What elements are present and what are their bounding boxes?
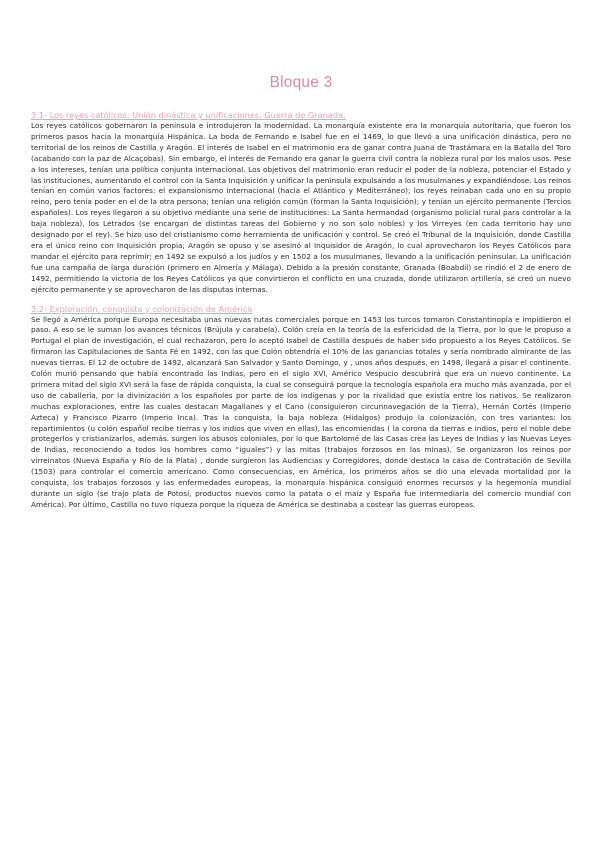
section-america <box>31 304 571 511</box>
section-body-3-2: Se llegó a América porque Europa necesitaba unas nuevas rutas comerciales porque en 1453 los turcos tomaron Constantinopla e impidieron el paso. A eso se le suman los avances técnicos (Brújula y carabela). Colón creía en la teoría de la esfericidad de la Tierra, por lo que le propuso a Portugal el plan de investigación, el cual rechazaron, pero lo aceptó Isabel de Castilla después de haber sido propuesto a los Reyes Católicos. Se firmaron las Capitulaciones de Santa Fé en 1492, con las que Colón obtendría el 10% de las ganancias totales y sería nombrado almirante de las nuevas tierras. El 12 de octubre de 1492, alcanzará San Salvador y Santo Domingo, y , unos años después, en 1498, llegará a pisar el continente. Colón murió pensando que había encontrado las Indias, pero en el siglo XVI, Américo Vespucio descubrirá que era un nuevo continente. La primera mitad del siglo XVI será la fase de rápida conquista, la cual se conseguirá porque la tecnología española era mucho más avanzada, por el uso de caballería, por la divinización a los españoles por parte de los indígenas y por la rivalidad que existía entre los nativos. Se realizaron muchas exploraciones, entre las cuales destacan Magallanes y el Cano (consiguieron circunnavegación de la Tierra), Hernán Cortés (Imperio Azteca) y Francisco Pizarro (Imperio Inca). Tras la conquista, la baja nobleza (Hidalgos) produjo la colonización, con tres variantes: los repartimientos (u colón español recibe tierras y los indios que viven en ellas), las encomiendas ( la corona da tierras e indios, pero el noble debe protegerlos y cristianizarlos, además. surgen los abusos coloniales, por lo que Bartolomé de las Casas crea las Leyes de Indias y las Nuevas Leyes de Indias, reconociendo a todos los hombres como “iguales”) y las mitas (trabajos forzosos en las minas). Se organizaron los reinos por virreinatos (Nueva España y Río de la Plata) , donde surgieron las Audiencias y Corregidores, donde destaca la casa de Contratación de Sevilla (1503) para controlar el comercio americano. Como consecuencias, en América, los primeros años se dio una elevada mortalidad por la conquista, los trabajos forzosos y las enfermedades europeas, la monarquía hispánica consiguió enormes recursos y la hegemonía mundial durante un siglo (se trajo plata de Potosí, productos nuevos como la patata o el maíz y España fue intermediaria del comercio mundial con América). Por último, Castilla no tuvo riqueza porque la riqueza de América se destinaba a costear las guerras europeas. <box>31 314 571 509</box>
section-heading-3-1: 3.1- Los reyes católicos: Unión dinástica y unificaciones. Guerra de Granada. <box>31 110 346 120</box>
page-title: Bloque 3 <box>269 74 333 91</box>
section-body-3-1: Los reyes católicos gobernaron la península e introdujeron la modernidad. La monarquía existente era la monarquía autoritaria, que fueron los primeros pasos hacia la monarquía Hispánica. La boda de Fernando e Isabel fue en el 1469, lo que llevó a una unificación dinástica, pero no territorial de los reinos de Castilla y Aragón. El interés de Isabel en el matrimonio era de ganar contra Juana de Trastámara en la Batalla del Toro (acabando con la paz de Alcaçobas). Sin embargo, el interés de Fernando era ganar la guerra civil contra la nobleza rural por los malos usos. Pese a los intereses, tenían una política conjunta internacional. Los objetivos del matrimonio eran reducir el poder de la nobleza, potenciar el Estado y las instituciones, aumentando el control con la Santa Inquisición y unificar la península expulsando a los musulmanes y expandiéndose. Los reinos tenían en común varios factores: el expansionismo internacional (hacia el Atlántico y Mediterráneo); los reyes reinaban cada uno en su propio reino, pero tenía poder en el de la otra persona; tenían una religión común (forman la Santa Inquisición); y tenían un ejército permanente (Tercios españoles). Los reyes llegaron a su objetivo mediante una serie de instituciones: La Santa hermandad (organismo policial rural para controlar a la baja nobleza), los Letrados (se encargan de distintas tareas del Gobierno y no son solo nobles) y los Virreyes (en cada territorio hay uno designado por el rey). Se hizo uso del cristianismo como herramienta de unificación y control. Se creó el Tribunal de la Inquisición, donde Castilla era el único reino con Inquisición propia; Aragón se opuso y se asesinó al Inquisidor de Aragón, lo cual aprovecharon los Reyes Católicos para mandar el ejército para reprimir; en 1492 se expulsó a los judíos y en 1502 a los musulmanes, llevando a la unificación peninsular. La unificación fue una campaña de larga duración (primero en Almería y Málaga). Debido a la presión constante, Granada (Boabdil) se rindió el 2 de enero de 1492, permitiendo la victoria de los Reyes Católicos ya que convirtieron el conflicto en una cruzada, donde utilizaron artillería, se creó un nuevo ejército permanente y se aprovecharon de las disputas internas. <box>31 121 571 294</box>
section-reyes-catolicos <box>31 110 571 296</box>
section-heading-3-2: 3.2- Exploración, conquista y colonización de América <box>31 303 253 314</box>
document-page <box>31 0 571 511</box>
